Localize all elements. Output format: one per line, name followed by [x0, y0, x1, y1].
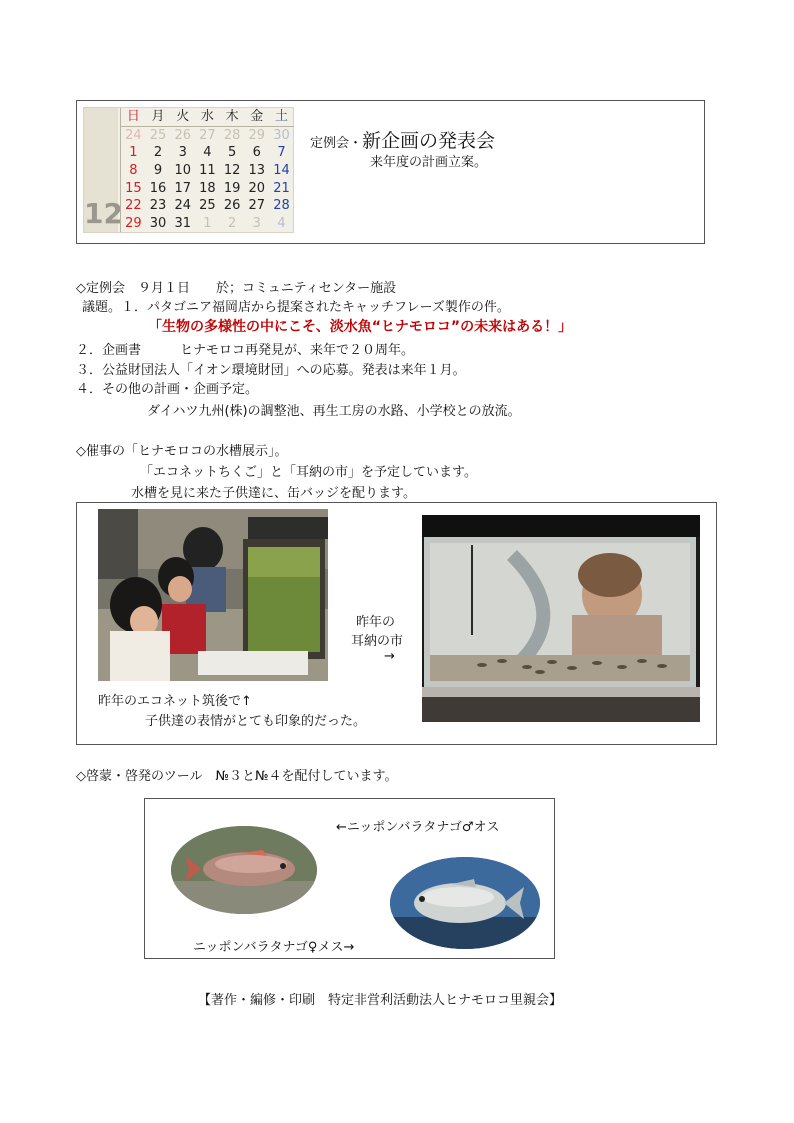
photo-caption-2: 子供達の表情がとても印象的だった。	[145, 714, 367, 729]
calendar-day: 29	[125, 216, 142, 232]
calendar-day: 29	[248, 127, 266, 143]
calendar-week	[121, 127, 294, 145]
calendar-day: 28	[223, 127, 241, 143]
calendar-day: 18	[199, 180, 216, 196]
female-fish-drawing	[390, 857, 540, 949]
calendar-day: 1	[203, 216, 212, 232]
photo-econet-children	[98, 509, 328, 681]
calendar-day: 13	[248, 163, 266, 179]
header-subtitle: 来年度の計画立案。	[370, 155, 488, 170]
middle-arrow: →	[384, 649, 395, 664]
event-line-3: 水槽を見に来た子供達に、缶バッジを配ります。	[131, 486, 416, 501]
calendar-weekday: 火	[176, 109, 190, 124]
calendar-day: 7	[277, 145, 286, 161]
calendar-day: 28	[273, 198, 290, 214]
calendar-day: 12	[223, 163, 241, 179]
calendar-day: 17	[174, 180, 191, 196]
calendar-day: 3	[178, 145, 187, 161]
photo-minou-fish-tank	[422, 515, 700, 722]
calendar-day: 27	[199, 127, 216, 143]
header-prefix: 定例会・	[310, 136, 363, 151]
calendar-week	[121, 144, 294, 162]
children-photo-image	[98, 509, 328, 681]
male-fish-drawing	[171, 826, 317, 914]
calendar-week	[121, 180, 294, 198]
calendar-weekday: 木	[225, 109, 239, 124]
agenda-item-4-detail: ダイハツ九州(株)の調整池、再生工房の水路、小学校との放流。	[147, 404, 521, 419]
calendar-day: 11	[199, 163, 216, 179]
calendar-day: 16	[149, 180, 167, 196]
footer-credit: 【著作・編修・印刷 特定非営利活動法人ヒナモロコ里親会】	[198, 993, 563, 1008]
calendar-day: 2	[153, 145, 163, 161]
meeting-line: ◇定例会 ９月１日 於；コミュニティセンター施設	[76, 281, 397, 296]
agenda-item-2: ２．企画書 ヒナモロコ再発見が、来年で２０周年。	[76, 343, 415, 358]
header-title: 新企画の発表会	[362, 130, 496, 152]
calendar-month: 12	[84, 108, 118, 232]
calendar-grid	[120, 108, 294, 232]
calendar-day: 23	[149, 198, 167, 214]
calendar-weekday-row	[121, 108, 294, 127]
calendar-day: 30	[273, 127, 290, 143]
middle-label-1: 昨年の	[356, 615, 396, 630]
calendar-day: 4	[203, 145, 212, 161]
female-fish-label: ニッポンバラタナゴ♀メス→	[193, 940, 355, 955]
agenda-item-4: ４．その他の計画・企画予定。	[76, 382, 259, 397]
calendar-day: 24	[174, 198, 191, 214]
male-fish-label: ←ニッポンバラタナゴ♂オス	[336, 820, 500, 835]
calendar-day: 26	[223, 198, 241, 214]
agenda-item-1: 議題。１．パタゴニア福岡店から提案されたキャッチフレーズ製作の件。	[82, 300, 510, 315]
calendar-day: 31	[174, 216, 191, 232]
calendar-day: 20	[248, 180, 266, 196]
calendar-day: 4	[277, 216, 286, 232]
calendar-day: 21	[273, 180, 290, 196]
tools-line: ◇啓蒙・啓発のツール №３と№４を配付しています。	[76, 769, 398, 784]
fish-tank-photo-image	[422, 515, 700, 722]
calendar-day: 2	[227, 216, 237, 232]
calendar	[83, 107, 294, 233]
calendar-day: 6	[252, 145, 261, 161]
slogan: 「生物の多様性の中にこそ、淡水魚“ヒナモロコ”の未来はある！」	[148, 319, 573, 335]
calendar-day: 5	[227, 145, 237, 161]
calendar-day: 10	[174, 163, 191, 179]
photo-caption-1: 昨年のエコネット筑後で↑	[98, 694, 252, 709]
header-title-line	[310, 126, 495, 153]
calendar-day: 25	[149, 127, 167, 143]
calendar-day: 15	[125, 180, 142, 196]
calendar-weekday: 月	[151, 109, 165, 124]
calendar-day: 27	[248, 198, 266, 214]
event-line-2: 「エコネットちくご」と「耳納の市」を予定しています。	[140, 465, 477, 480]
calendar-day: 9	[153, 163, 163, 179]
calendar-day: 3	[252, 216, 261, 232]
calendar-weekday: 日	[126, 109, 140, 124]
calendar-day: 22	[125, 198, 142, 214]
calendar-weekday: 金	[250, 109, 264, 124]
calendar-day: 30	[149, 216, 167, 232]
calendar-day: 19	[223, 180, 241, 196]
calendar-day: 1	[129, 145, 138, 161]
calendar-day: 25	[199, 198, 216, 214]
calendar-weekday: 土	[274, 109, 288, 124]
female-fish-image	[390, 857, 540, 949]
calendar-week	[121, 215, 294, 233]
event-line-1: ◇催事の「ヒナモロコの水槽展示」。	[76, 444, 288, 459]
male-fish-image	[171, 826, 317, 914]
calendar-day: 14	[273, 163, 290, 179]
agenda-item-3: ３．公益財団法人「イオン環境財団」への応募。発表は来年１月。	[76, 363, 466, 378]
middle-label-2: 耳納の市	[351, 634, 404, 649]
calendar-day: 24	[125, 127, 142, 143]
calendar-day: 26	[174, 127, 191, 143]
calendar-week	[121, 162, 294, 180]
calendar-day: 8	[129, 163, 138, 179]
calendar-weekday: 水	[200, 109, 214, 124]
calendar-week	[121, 197, 294, 215]
